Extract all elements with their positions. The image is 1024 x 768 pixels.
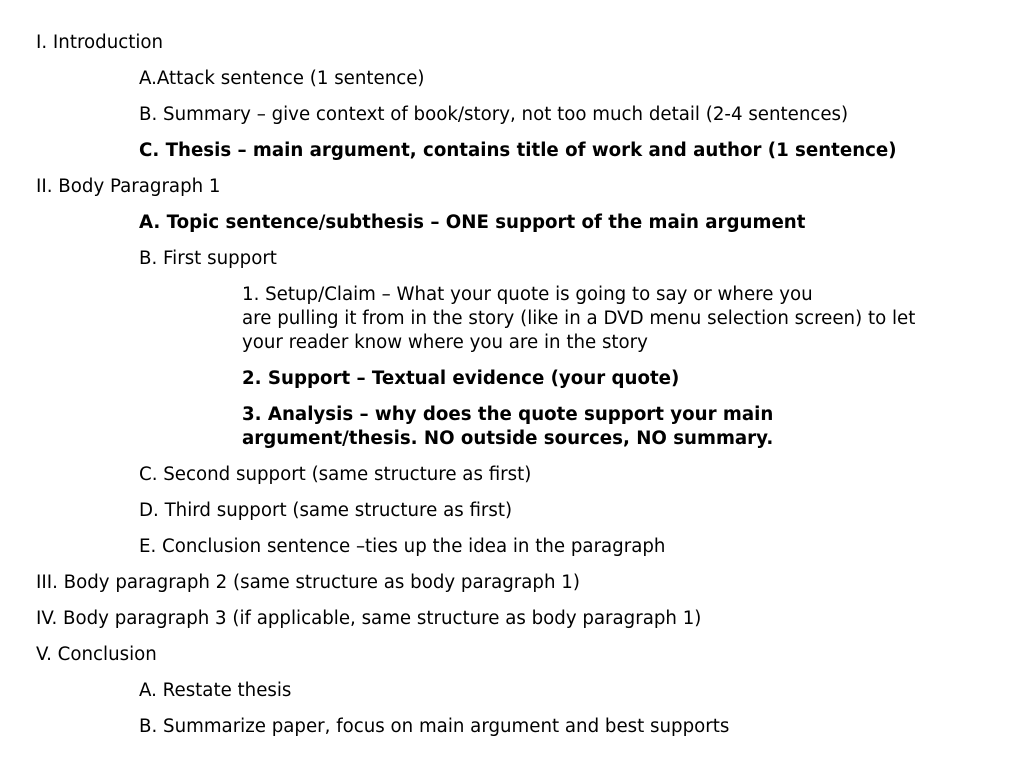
intro-thesis: C. Thesis – main argument, contains title of work and author (1 sentence)	[139, 140, 897, 161]
body1-heading: II. Body Paragraph 1	[36, 176, 221, 197]
body1-topic-sentence: A. Topic sentence/subthesis – ONE support of the main argument	[139, 212, 806, 233]
body1-third-support: D. Third support (same structure as first)	[139, 500, 513, 521]
intro-attack-sentence: A.Attack sentence (1 sentence)	[139, 68, 425, 89]
body1-setup-claim	[0, 283, 1002, 355]
intro-heading: I. Introduction	[36, 32, 164, 53]
body1-second-support: C. Second support (same structure as first)	[139, 464, 532, 485]
setup-claim-line-1: 1. Setup/Claim – What your quote is going to say or where you	[242, 284, 813, 305]
body1-first-support: B. First support	[139, 248, 277, 269]
body1-support-evidence: 2. Support – Textual evidence (your quote)	[242, 368, 680, 389]
conclusion-heading: V. Conclusion	[36, 644, 157, 665]
conclusion-summarize: B. Summarize paper, focus on main argument and best supports	[139, 716, 730, 737]
intro-summary: B. Summary – give context of book/story, not too much detail (2-4 sentences)	[139, 104, 849, 125]
analysis-line-1: 3. Analysis – why does the quote support your main	[242, 404, 774, 425]
setup-claim-line-2: are pulling it from in the story (like in a DVD menu selection screen) to let	[242, 308, 916, 329]
essay-outline	[0, 31, 1024, 751]
conclusion-restate-thesis: A. Restate thesis	[139, 680, 292, 701]
body1-conclusion-sentence: E. Conclusion sentence –ties up the idea in the paragraph	[139, 536, 666, 557]
body1-analysis	[0, 403, 1002, 451]
analysis-line-2: argument/thesis. NO outside sources, NO summary.	[242, 428, 774, 449]
body3-heading: IV. Body paragraph 3 (if applicable, same structure as body paragraph 1)	[36, 608, 702, 629]
setup-claim-line-3: your reader know where you are in the story	[242, 332, 648, 353]
body2-heading: III. Body paragraph 2 (same structure as body paragraph 1)	[36, 572, 580, 593]
